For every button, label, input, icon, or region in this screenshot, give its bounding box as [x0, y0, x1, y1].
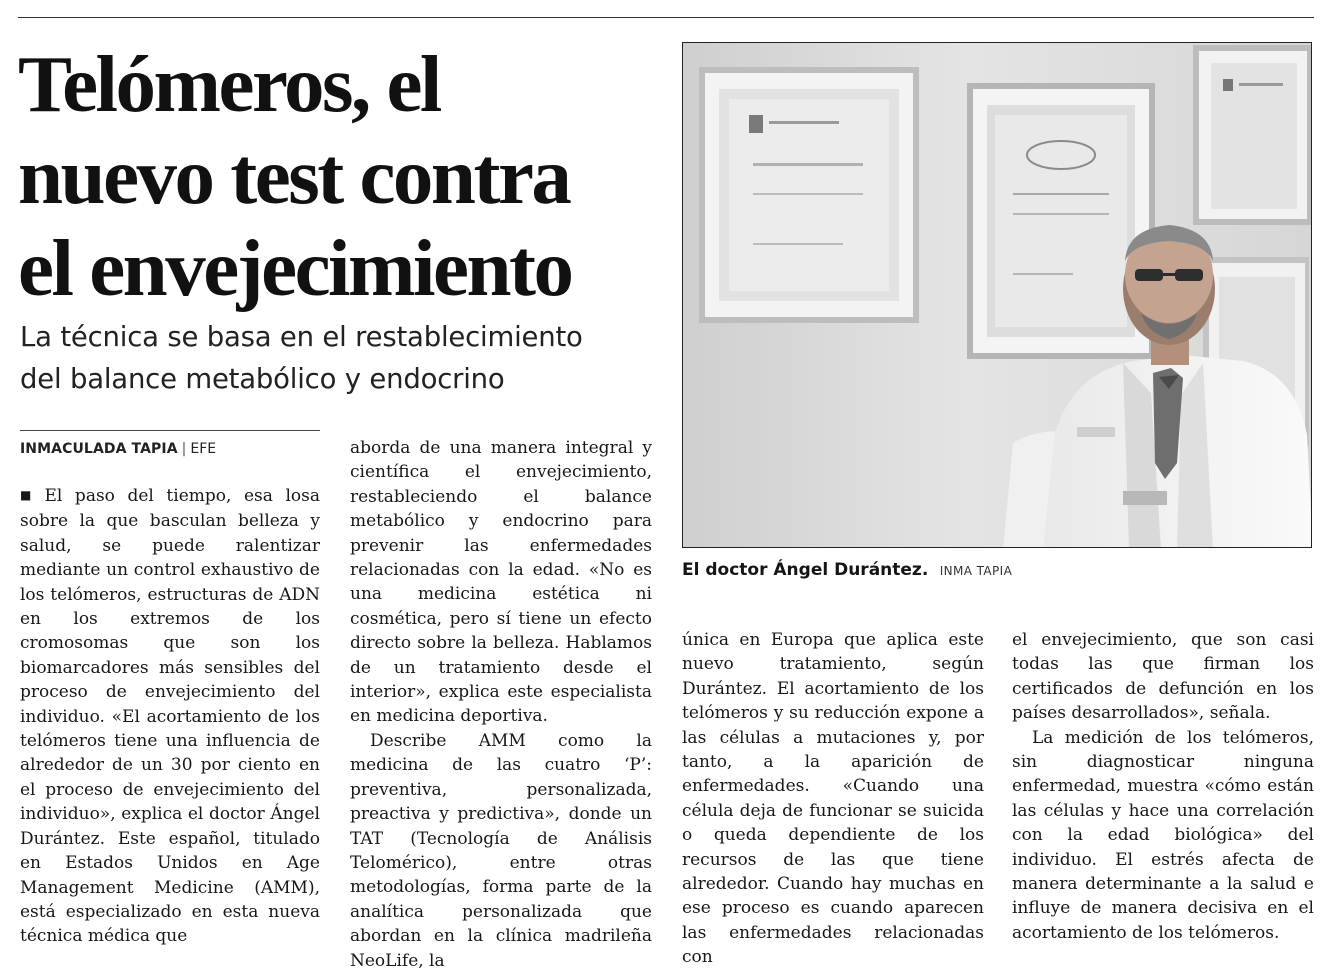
- article-paragraph: Describe AMM como la medicina de las cuatro ‘P’: preventiva, personalizada, preactiva y predictiva», donde un TAT (Tecnología de Análisis Telomérico), entre otras metodologías, forma parte de la analítica personalizada que abordan en la clínica madrileña NeoLife, la: [350, 730, 652, 971]
- subheadline-line-2: del balance metabólico y endocrino: [20, 363, 505, 395]
- caption-text: El doctor Ángel Durántez.: [682, 560, 929, 580]
- headline: [18, 38, 658, 314]
- article-column-1: [20, 484, 320, 949]
- photo-credit: INMA TAPIA: [939, 564, 1013, 578]
- photo-caption: [682, 559, 1012, 582]
- doctor-portrait-image: [683, 43, 1312, 548]
- headline-line-3: el envejecimiento: [18, 223, 572, 313]
- byline: [20, 440, 216, 458]
- byline-agency: EFE: [190, 441, 217, 457]
- byline-separator: |: [181, 441, 187, 457]
- article-column-4: [1012, 628, 1314, 945]
- headline-line-1: Telómeros, el: [18, 39, 440, 129]
- subheadline: [20, 316, 680, 400]
- article-photo: [682, 42, 1312, 548]
- byline-author: INMACULADA TAPIA: [20, 441, 178, 457]
- subheadline-line-1: La técnica se basa en el restablecimiento: [20, 321, 583, 353]
- article-paragraph: ■ El paso del tiempo, esa losa sobre la que basculan belleza y salud, se puede ralentizar mediante un control exhaustivo de los telómeros, estructuras de ADN en los extremos de los cromosomas que son los biomarcadores más sensibles del proceso de envejecimiento del individuo. «El acortamiento de los telómeros tiene una influencia de alrededor de un 30 por ciento en el proceso de envejecimiento del individuo», explica el doctor Ángel Durántez. Este español, titulado en Estados Unidos en Age Management Medicine (AMM), está especializado en esta nueva técnica médica que: [20, 484, 320, 949]
- top-rule: [18, 17, 1314, 18]
- headline-line-2: nuevo test contra: [18, 131, 570, 221]
- article-column-3: [682, 628, 984, 970]
- article-paragraph: La medición de los telómeros, sin diagnosticar ninguna enfermedad, muestra «cómo están las células y hace una correlación con la edad biológica» del individuo. El estrés afecta de manera determinante a la salud e influye de manera decisiva en el acortamiento de los telómeros.: [1012, 727, 1314, 943]
- article-column-2: [350, 436, 652, 973]
- article-paragraph: única en Europa que aplica este nuevo tratamiento, según Durántez. El acortamiento de los telómeros y su reducción expone a las células a mutaciones y, por tanto, a la aparición de enfermedades. «Cuando una célula deja de funcionar se suicida o queda dependiente de los recursos de las que tiene alrededor. Cuando hay muchas en ese proceso es cuando aparecen las enfermedades relacionadas con: [682, 630, 984, 968]
- article-paragraph: aborda de una manera integral y científica el envejecimiento, restableciendo el balance metabólico y endocrino para prevenir las enfermedades relacionadas con la edad. «No es una medicina estética ni cosmética, pero sí tiene un efecto directo sobre la belleza. Hablamos de un tratamiento desde el interior», explica este especialista en medicina deportiva.: [350, 438, 652, 727]
- article-paragraph: el envejecimiento, que son casi todas las que firman los certificados de defunción en los países desarrollados», señala.: [1012, 630, 1314, 724]
- byline-rule: [20, 430, 320, 431]
- framed-diploma-center: [967, 83, 1155, 359]
- framed-diploma-left: [699, 67, 919, 323]
